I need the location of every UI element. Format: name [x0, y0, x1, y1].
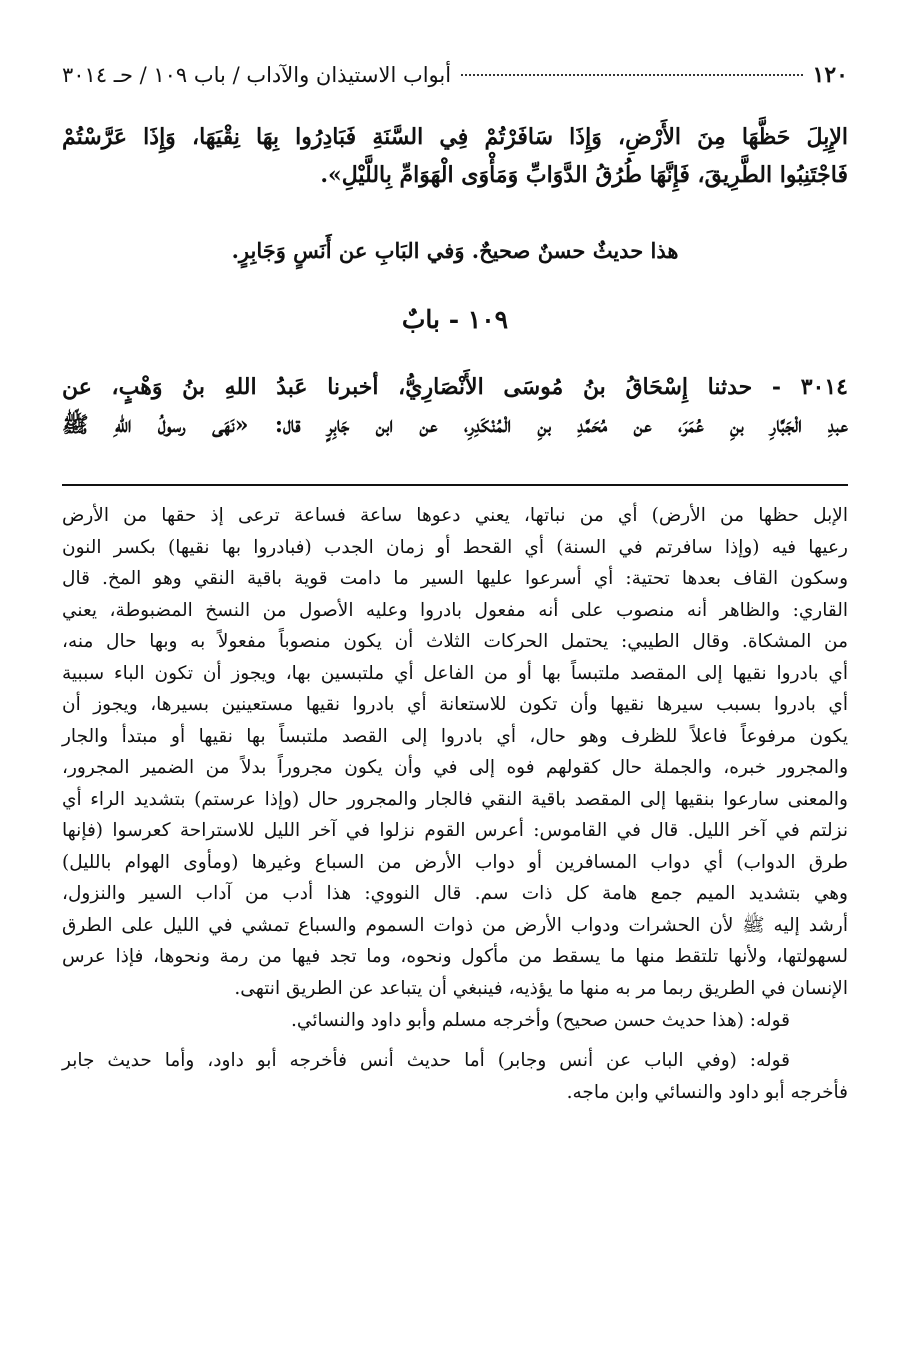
commentary-note-1	[62, 1005, 848, 1037]
commentary-line: الإنسان في الطريق ربما مر به منها ما يؤذيه، فينبغي أن يتباعد عن الطريق انتهى.	[234, 977, 848, 999]
hadith-grading	[62, 238, 848, 263]
header-dot-leader	[461, 74, 802, 76]
commentary-line: رعيها فيه (وإذا سافرتم في السنة) أي القحط أو زمان الجدب (فبادروا بها نقيها) بكسر النون	[62, 536, 848, 558]
commentary-line: والمجرور خبره، والجملة حال كقولهم فوه إلى في وأن يكون مجروراً بدلاً من الضمير المجرور،	[62, 757, 848, 778]
commentary-line: أي بادروا نقيها إلى المقصد ملتبساً بها أو من الفاعل أي ملتبسين بها، ويجوز أن تكون الباء سببية	[62, 662, 848, 684]
hadith-3014	[62, 368, 848, 444]
commentary-note-2	[62, 1045, 848, 1108]
footnote-divider	[62, 484, 848, 486]
commentary-line: يكون مرفوعاً فاعلاً للظرف وهو حال، أي بادروا إلى القصد ملتبساً بها نقيها أو مبتدأ والجار	[62, 725, 848, 747]
running-title: أبواب الاستيذان والآداب / باب ١٠٩ / حـ ٣٠١٤	[62, 63, 452, 87]
hadith-line: ٣٠١٤ - حدثنا إِسْحَاقُ بنُ مُوسَى الأَنْصَارِيُّ، أخبرنا عَبدُ اللهِ بنُ وَهْبٍ، عن	[62, 374, 848, 400]
commentary-line: نزلتم في آخر الليل. قال في القاموس: أعرس القوم نزلوا في آخر الليل للاستراحة كعرسوا (فإنها	[62, 820, 848, 841]
commentary-line: الإبل حظها من الأرض) أي من نباتها، يعني دعوها ساعة فساعة ترعى إذ حقها من الأرض	[62, 505, 848, 526]
chapter-title: ١٠٩ - بابٌ	[401, 305, 509, 334]
commentary-line: وسكون القاف بعدها تحتية: أي أسرعوا عليها السير ما دامت قوية باقية النقي وهو المخ. قال	[62, 568, 848, 589]
hadith-line: عبدِ الْجَبَّارِ بنِ عُمَرَ، عن مُحَمَّدِ بنِ الْمُنْكَدِرِ، عن ابن جَابِرٍ قال: «نَهَى رسولُ اللهِ ﷺ	[62, 412, 848, 438]
commentary-line: طرق الدواب) أي دواب المسافرين أو دواب الأرض من السباع وغيرها (ومأوى الهوام بالليل)	[62, 851, 848, 873]
commentary-line: وهي بتشديد الميم جمع هامة كل ذات سم. قال النووي: هذا أدب من آداب السير والنزول،	[62, 883, 848, 904]
commentary-line: أرشد إليه ﷺ لأن الحشرات ودواب الأرض من ذوات السموم والسباع تمشي في الليل على الطرق	[62, 914, 848, 936]
commentary-line: لسهولتها، ولأنها تلتقط منها ما يسقط من مأكول ونحوه، وما تجد فيها من رمة ونحوها، فإذا عرس	[62, 946, 848, 967]
chapter-heading	[62, 305, 848, 334]
main-text-line: الإِبِلَ حَظَّهَا مِنَ الأَرْضِ، وَإِذَا سَافَرْتُمْ فِي السَّنَةِ فَبَادِرُوا بِهَا نِقْيَهَا، وَإِذَا عَرَّسْتُمْ	[62, 124, 848, 150]
grading-text: هذا حديثٌ حسنٌ صحيحٌ. وَفي البَابِ عن أَنَسٍ وَجَابِرٍ.	[231, 238, 679, 263]
commentary-line: أي بادروا بسبب سيرها نقيها وأن تكون للاستعانة أي بادروا نقيها مستعينين بسيرها، ويجوز أن	[62, 694, 848, 715]
note-line: قوله: (وفي الباب عن أنس وجابر) أما حديث أنس فأخرجه أبو داود، وأما حديث جابر	[62, 1050, 790, 1071]
commentary-line: من المشكاة. وقال الطيبي: يحتمل الحركات الثلاث أن يكون منصوباً مفعولاً به وبها حال منه،	[62, 631, 848, 652]
commentary-line: والمعنى سارعوا بنقيها إلى المقصد باقية النقي فالجار والمجرور حال (وإذا عرستم) بتشديد الراء أي	[62, 788, 848, 810]
main-text-line: فَاجْتَنِبُوا الطَّرِيقَ، فَإِنَّهَا طُرُقُ الدَّوَابِّ وَمَأْوَى الْهَوَامِّ بِاللَّيْلِ».	[320, 162, 848, 188]
commentary	[62, 500, 848, 1004]
hadith-text-continued	[62, 118, 848, 194]
running-header	[62, 62, 848, 88]
commentary-line: القاري: والظاهر أنه منصوب على أنه مفعول بادروا وعليه الأصول من النسخ المضبوطة، يعني	[62, 599, 848, 621]
note-line: فأخرجه أبو داود والنسائي وابن ماجه.	[566, 1081, 848, 1103]
page-number: ١٢٠	[812, 62, 848, 88]
note-line: قوله: (هذا حديث حسن صحيح) وأخرجه مسلم وأبو داود والنسائي.	[291, 1010, 790, 1031]
